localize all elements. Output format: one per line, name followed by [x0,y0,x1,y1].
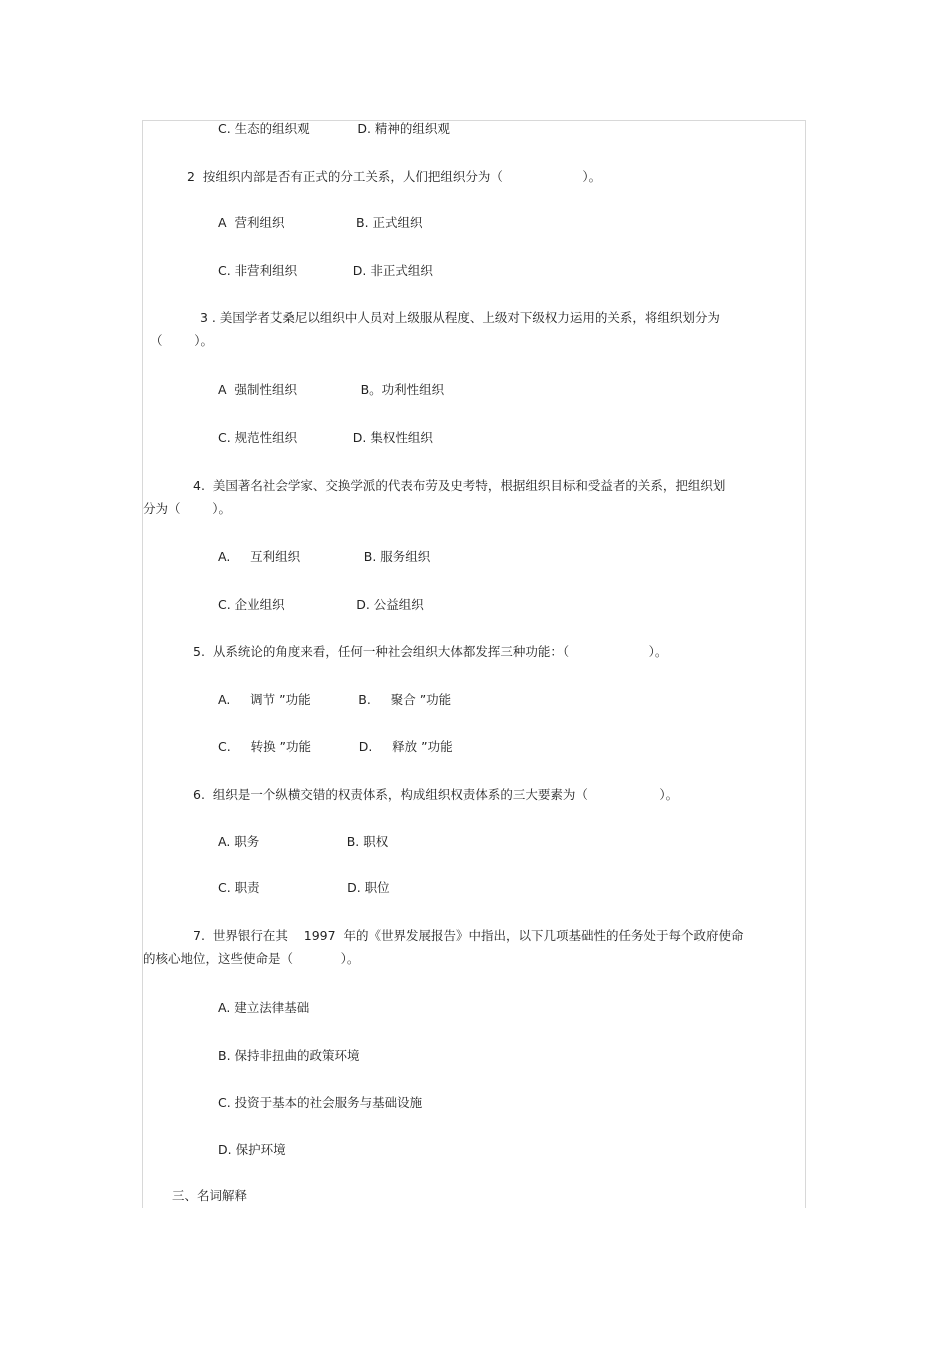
question-5: 5. 从系统论的角度来看，任何一种社会组织大体都发挥三种功能：（ ）。 [193,644,668,659]
question-2: 2 按组织内部是否有正式的分工关系，人们把组织分为（ ）。 [187,169,602,184]
question-4-continued: 分为（ ）。 [143,501,232,516]
page-frame [142,120,806,1208]
question-3-continued: （ ）。 [150,333,214,348]
q2-options-cd: C. 非营利组织 D. 非正式组织 [218,263,433,278]
q7-option-c: C. 投资于基本的社会服务与基础设施 [218,1095,423,1110]
q4-options-cd: C. 企业组织 D. 公益组织 [218,597,424,612]
q3-options-cd: C. 规范性组织 D. 集权性组织 [218,430,433,445]
q7-option-b: B. 保持非扭曲的政策环境 [218,1048,360,1063]
question-7: 7. 世界银行在其 1997 年的《世界发展报告》中指出，以下几项基础性的任务处于每个政府使命 [193,928,744,943]
q3-options-ab: A 强制性组织 B。功利性组织 [218,382,445,397]
q4-options-ab: A. 互利组织 B. 服务组织 [218,549,431,564]
question-4: 4. 美国著名社会学家、交换学派的代表布劳及史考特，根据组织目标和受益者的关系，把组织划 [193,478,726,493]
q6-options-ab: A. 职务 B. 职权 [218,834,389,849]
q5-options-ab: A. 调节 ”功能 B. 聚合 ”功能 [218,692,452,707]
q6-options-cd: C. 职责 D. 职位 [218,880,390,895]
section-heading-terms: 三、名词解释 [172,1188,248,1203]
q7-option-d: D. 保护环境 [218,1142,286,1157]
question-6: 6. 组织是一个纵横交错的权责体系，构成组织权责体系的三大要素为（ ）。 [193,787,679,802]
q5-options-cd: C. 转换 ”功能 D. 释放 ”功能 [218,739,453,754]
q2-options-ab: A 营利组织 B. 正式组织 [218,215,423,230]
question-7-continued: 的核心地位，这些使命是（ ）。 [143,951,360,966]
question-3: 3 . 美国学者艾桑尼以组织中人员对上级服从程度、上级对下级权力运用的关系，将组织划分为 [200,310,720,325]
q1-options-cd: C. 生态的组织观 D. 精神的组织观 [218,121,450,136]
q7-option-a: A. 建立法律基础 [218,1000,310,1015]
